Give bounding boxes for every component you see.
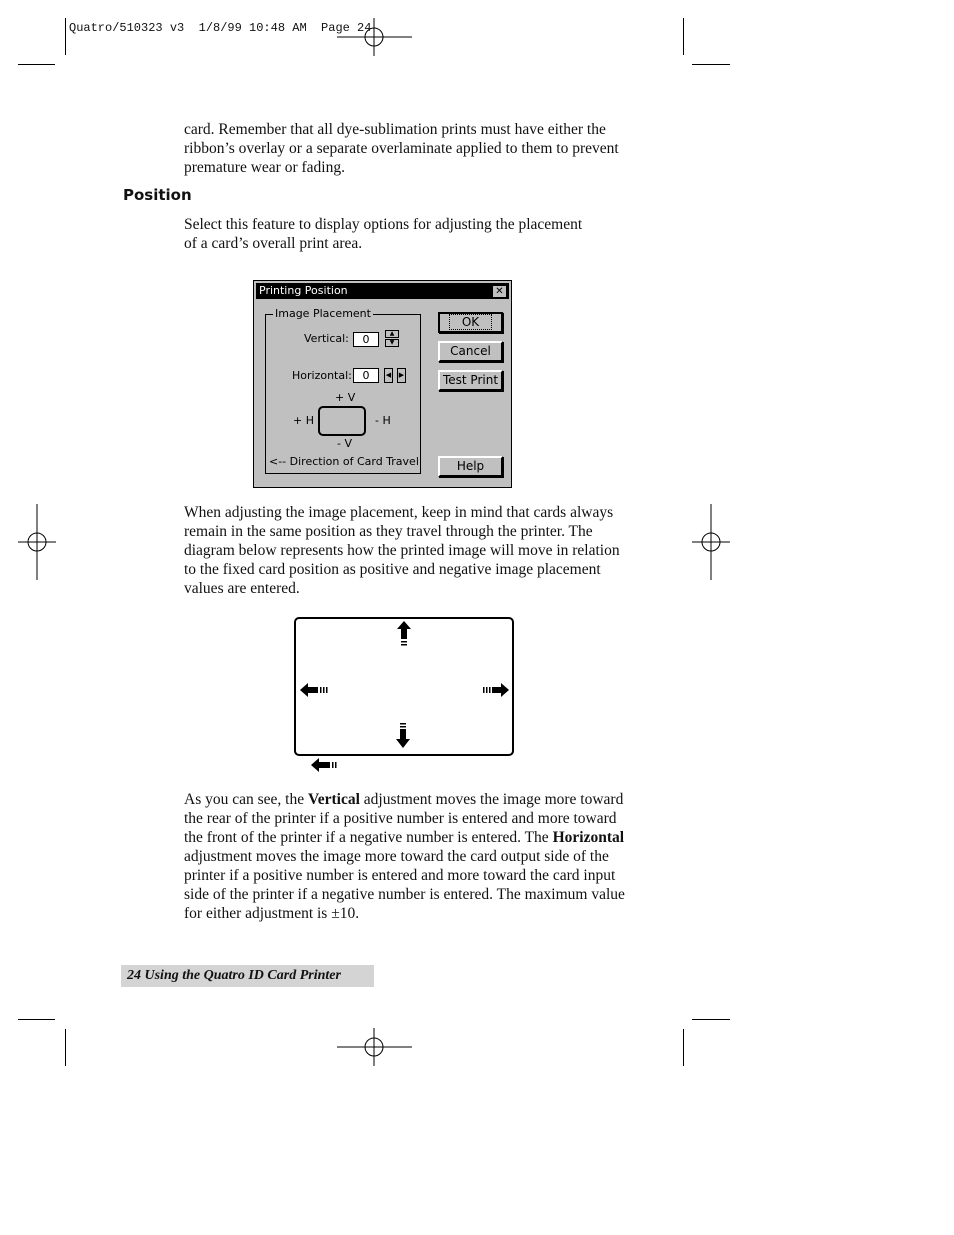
group-label: Image Placement xyxy=(275,307,371,320)
ok-button[interactable]: OK xyxy=(438,312,503,333)
arrow-up-icon xyxy=(397,621,411,646)
arrow-down-icon xyxy=(396,723,410,748)
horizontal-right-icon[interactable]: ▶ xyxy=(397,368,406,383)
direction-label: <-- Direction of Card Travel xyxy=(269,455,419,468)
vertical-up-icon[interactable]: ▲ xyxy=(385,330,399,338)
section-intro: Select this feature to display options for adjusting the placement of a card’s overall print area. xyxy=(184,216,583,252)
result-paragraph: As you can see, the Vertical adjustment moves the image more toward the rear of the printer if a positive number is entered and more toward the front of the printer if a negative number is entered. The Horizontal adjustment moves the image more toward the card output side of the printer if a positive number is entered and more toward the card input side of the printer if a negative number is entered. The maximum value for either adjustment is ±10. xyxy=(184,791,625,922)
card-preview xyxy=(318,406,366,436)
plus-h-label: + H xyxy=(293,414,314,427)
intro-paragraph: card. Remember that all dye-sublimation prints must have either the ribbon’s overlay or a separate overlaminate applied to them to prevent premature wear or fading. xyxy=(184,121,619,176)
printing-position-dialog xyxy=(253,280,512,488)
horizontal-input[interactable]: 0 xyxy=(353,368,379,383)
minus-v-label: - V xyxy=(337,437,352,450)
cancel-button[interactable]: Cancel xyxy=(438,341,503,362)
section-heading: Position xyxy=(123,186,192,204)
plus-v-label: + V xyxy=(335,391,356,404)
diagram-arrows xyxy=(294,617,519,777)
horizontal-label: Horizontal: xyxy=(292,369,352,382)
vertical-input[interactable]: 0 xyxy=(353,332,379,347)
close-icon[interactable]: ✕ xyxy=(492,285,507,298)
image-placement-group xyxy=(265,307,421,474)
print-slug: Quatro/510323 v3 1/8/99 10:48 AM Page 24 xyxy=(69,21,372,35)
arrow-right-icon xyxy=(483,683,509,697)
horizontal-left-icon[interactable]: ◀ xyxy=(384,368,393,383)
page-footer: 24 Using the Quatro ID Card Printer xyxy=(121,965,374,987)
card-travel-arrow-icon xyxy=(311,758,337,772)
dialog-titlebar xyxy=(256,283,509,299)
test-print-button[interactable]: Test Print xyxy=(438,370,503,391)
vertical-label: Vertical: xyxy=(304,332,349,345)
help-button[interactable]: Help xyxy=(438,456,503,477)
arrow-left-icon xyxy=(300,683,328,697)
dialog-title: Printing Position xyxy=(259,284,348,297)
minus-h-label: - H xyxy=(375,414,391,427)
explain-paragraph: When adjusting the image placement, keep in mind that cards always remain in the same position as they travel through the printer. The diagram below represents how the printed image will move in relation to the fixed card position as positive and negative image placement values are entered. xyxy=(184,504,620,597)
vertical-down-icon[interactable]: ▼ xyxy=(385,339,399,347)
